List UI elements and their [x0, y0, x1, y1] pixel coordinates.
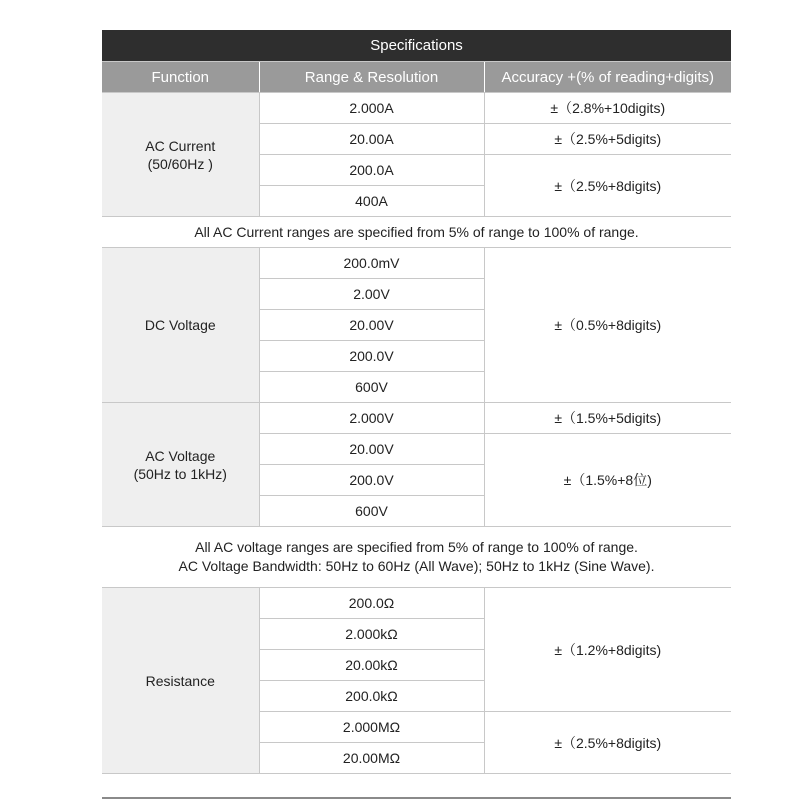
range-cell: 400A	[259, 186, 484, 217]
bottom-divider	[102, 797, 731, 799]
range-cell: 200.0V	[259, 465, 484, 496]
function-label: AC Current	[145, 137, 216, 154]
range-cell: 200.0kΩ	[259, 681, 484, 712]
note-row	[102, 217, 731, 248]
note-line: AC Voltage Bandwidth: 50Hz to 60Hz (All Wave); 50Hz to 1kHz (Sine Wave).	[178, 558, 655, 574]
range-cell: 2.00V	[259, 279, 484, 310]
table-row	[102, 403, 731, 434]
function-sublabel: (50/60Hz )	[147, 155, 213, 172]
accuracy-cell: ±（2.5%+5digits)	[484, 124, 731, 155]
range-cell: 200.0mV	[259, 248, 484, 279]
accuracy-cell: ±（2.5%+8digits)	[484, 155, 731, 217]
range-cell: 20.00A	[259, 124, 484, 155]
accuracy-cell: ±（0.5%+8digits)	[484, 248, 731, 403]
range-cell: 200.0Ω	[259, 588, 484, 619]
header-accuracy: Accuracy +(% of reading+digits)	[484, 62, 731, 93]
note-row	[102, 527, 731, 588]
function-sublabel: (50Hz to 1kHz)	[133, 465, 227, 482]
range-cell: 2.000MΩ	[259, 712, 484, 743]
function-dc-voltage: DC Voltage	[102, 248, 259, 403]
specifications-table	[102, 30, 731, 774]
function-ac-voltage	[102, 403, 259, 527]
range-cell: 200.0A	[259, 155, 484, 186]
table-row	[102, 248, 731, 279]
accuracy-cell: ±（2.8%+10digits)	[484, 93, 731, 124]
range-cell: 20.00V	[259, 434, 484, 465]
note-ac-voltage	[102, 527, 731, 588]
range-cell: 20.00V	[259, 310, 484, 341]
range-cell: 20.00kΩ	[259, 650, 484, 681]
accuracy-cell: ±（1.5%+5digits)	[484, 403, 731, 434]
function-ac-current	[102, 93, 259, 217]
range-cell: 20.00MΩ	[259, 743, 484, 774]
header-range: Range & Resolution	[259, 62, 484, 93]
note-ac-current: All AC Current ranges are specified from 5% of range to 100% of range.	[102, 217, 731, 248]
table-row	[102, 588, 731, 619]
header-row	[102, 62, 731, 93]
function-resistance: Resistance	[102, 588, 259, 774]
range-cell: 200.0V	[259, 341, 484, 372]
title-row	[102, 30, 731, 62]
table-row	[102, 93, 731, 124]
function-label: AC Voltage	[145, 447, 216, 464]
accuracy-cell: ±（1.5%+8位)	[484, 434, 731, 527]
range-cell: 2.000A	[259, 93, 484, 124]
range-cell: 600V	[259, 496, 484, 527]
accuracy-cell: ±（2.5%+8digits)	[484, 712, 731, 774]
range-cell: 2.000V	[259, 403, 484, 434]
table-title: Specifications	[102, 30, 731, 62]
note-line: All AC voltage ranges are specified from 5% of range to 100% of range.	[195, 539, 638, 555]
header-function: Function	[102, 62, 259, 93]
range-cell: 2.000kΩ	[259, 619, 484, 650]
accuracy-cell: ±（1.2%+8digits)	[484, 588, 731, 712]
range-cell: 600V	[259, 372, 484, 403]
